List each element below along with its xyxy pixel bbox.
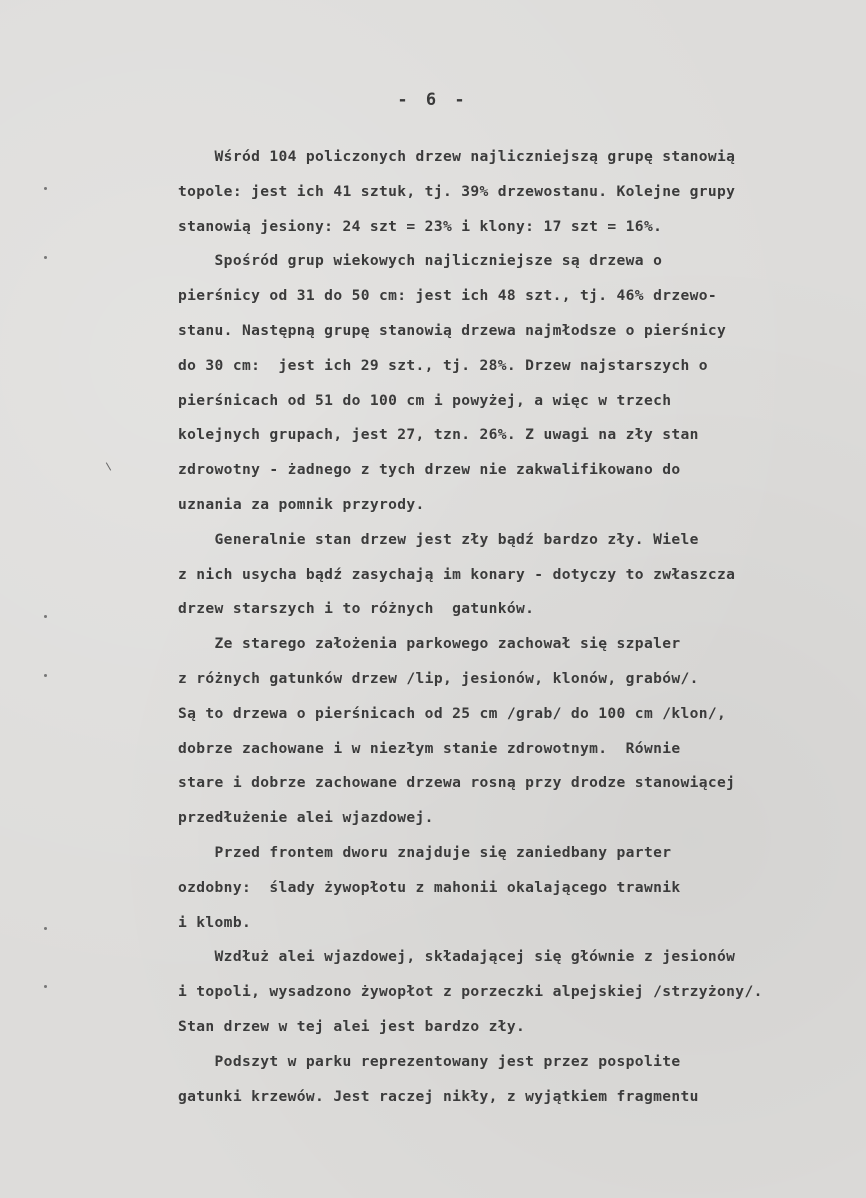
margin-dot (44, 985, 47, 988)
margin-dot (44, 927, 47, 930)
margin-tick (106, 462, 111, 470)
text-line: zdrowotny - żadnego z tych drzew nie zakwalifikowano do (178, 461, 681, 479)
text-line: gatunki krzewów. Jest raczej nikły, z wyjątkiem fragmentu (178, 1087, 699, 1105)
text-line: Podszyt w parku reprezentowany jest przez pospolite (178, 1052, 681, 1070)
text-line: pierśnicy od 31 do 50 cm: jest ich 48 szt., tj. 46% drzewo- (178, 287, 718, 305)
text-line: i klomb. (178, 913, 252, 931)
text-line: Przed frontem dworu znajduje się zaniedbany parter (178, 843, 672, 861)
text-line: Spośród grup wiekowych najliczniejsze są drzewa o (178, 252, 663, 270)
text-line: stanowią jesiony: 24 szt = 23% i klony: 17 szt = 16%. (178, 217, 663, 235)
text-line: ozdobny: ślady żywopłotu z mahonii okalającego trawnik (178, 878, 681, 896)
text-line: Stan drzew w tej alei jest bardzo zły. (178, 1017, 526, 1035)
text-line: uznania za pomnik przyrody. (178, 495, 425, 513)
text-line: Wzdłuż alei wjazdowej, składającej się głównie z jesionów (178, 948, 736, 966)
text-line: z nich usycha bądź zasychają im konary - dotyczy to zwłaszcza (178, 565, 736, 583)
text-line: przedłużenie alei wjazdowej. (178, 809, 434, 827)
text-line: dobrze zachowane i w niezłym stanie zdrowotnym. Równie (178, 739, 681, 757)
text-line: pierśnicach od 51 do 100 cm i powyżej, a więc w trzech (178, 391, 672, 409)
text-line: topole: jest ich 41 sztuk, tj. 39% drzewostanu. Kolejne grupy (178, 182, 736, 200)
text-line: Generalnie stan drzew jest zły bądź bardzo zły. Wiele (178, 530, 699, 548)
body-text (178, 140, 850, 1114)
text-line: drzew starszych i to różnych gatunków. (178, 600, 535, 618)
page-number: - 6 - (397, 90, 469, 110)
margin-dot (44, 256, 47, 259)
text-line: Są to drzewa o pierśnicach od 25 cm /grab/ do 100 cm /klon/, (178, 704, 727, 722)
text-line: z różnych gatunków drzew /lip, jesionów, klonów, grabów/. (178, 669, 699, 687)
margin-dot (44, 615, 47, 618)
text-line: kolejnych grupach, jest 27, tzn. 26%. Z uwagi na zły stan (178, 426, 699, 444)
text-line: i topoli, wysadzono żywopłot z porzeczki alpejskiej /strzyżony/. (178, 983, 763, 1001)
text-line: Ze starego założenia parkowego zachował się szpaler (178, 635, 681, 653)
text-line: stanu. Następną grupę stanowią drzewa najmłodsze o pierśnicy (178, 321, 727, 339)
text-line: do 30 cm: jest ich 29 szt., tj. 28%. Drzew najstarszych o (178, 356, 708, 374)
text-line: Wśród 104 policzonych drzew najliczniejszą grupę stanowią (178, 148, 736, 165)
margin-dot (44, 674, 47, 677)
text-line: stare i dobrze zachowane drzewa rosną przy drodze stanowiącej (178, 774, 736, 792)
margin-dot (44, 187, 47, 190)
